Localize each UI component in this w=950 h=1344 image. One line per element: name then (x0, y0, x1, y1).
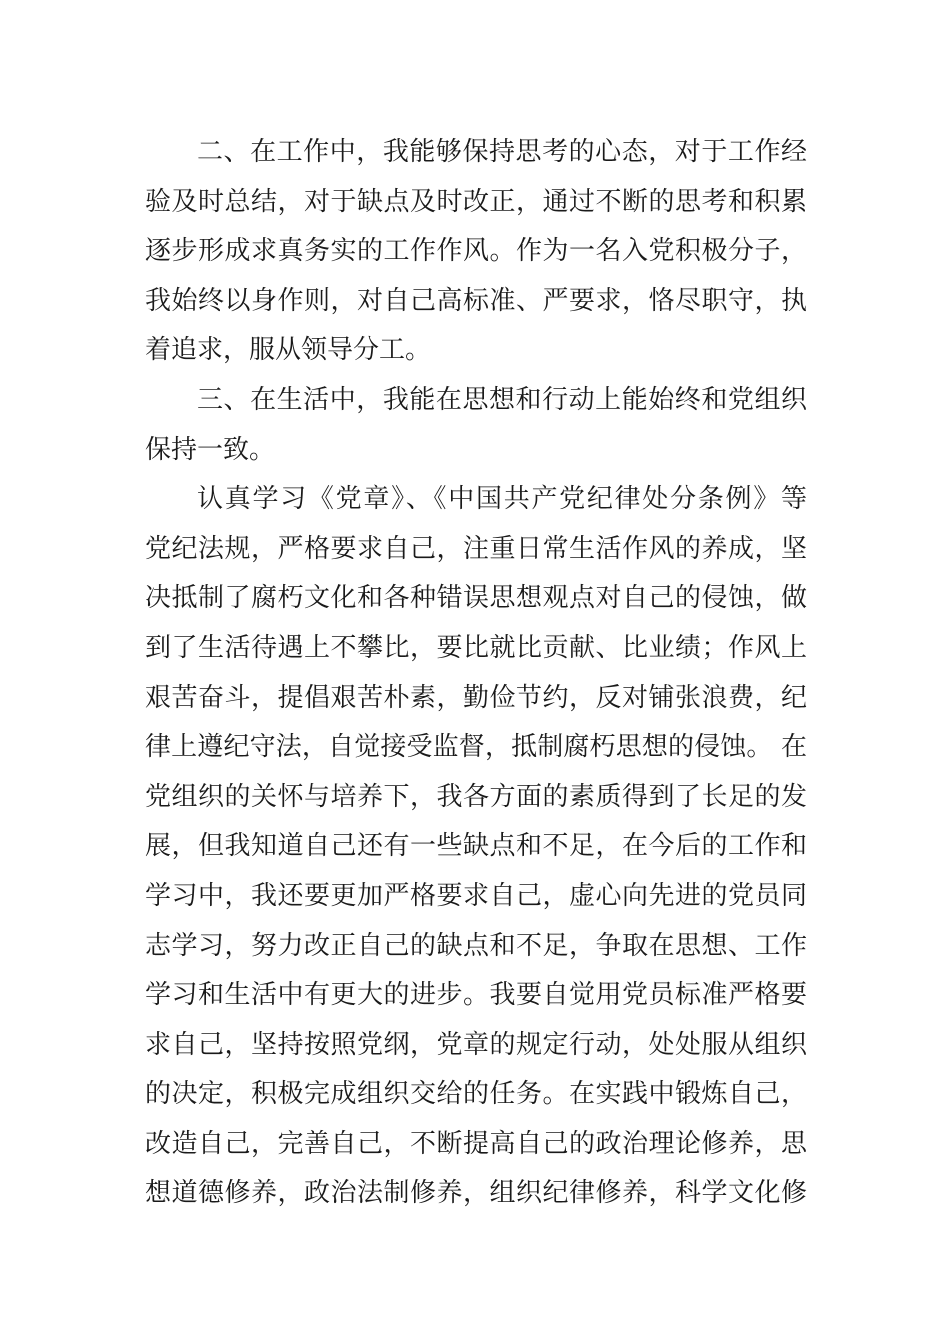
text-line: 我始终以身作则，对自己高标准、严要求，恪尽职守，执 (145, 285, 807, 316)
text-line: 展，但我知道自己还有一些缺点和不足，在今后的工作和 (145, 831, 807, 862)
text-line: 想道德修养，政治法制修养，组织纪律修养，科学文化修 (145, 1178, 807, 1209)
text-line: 二、在工作中，我能够保持思考的心态，对于工作经 (197, 137, 807, 167)
text-line: 决抵制了腐朽文化和各种错误思想观点对自己的侵蚀，做 (145, 583, 807, 614)
text-line: 学习中，我还要更加严格要求自己，虚心向先进的党员同 (145, 880, 807, 911)
text-line: 验及时总结，对于缺点及时改正，通过不断的思考和积累 (145, 186, 807, 217)
text-line: 的决定，积极完成组织交给的任务。在实践中锻炼自己， (145, 1079, 807, 1110)
text-line: 党纪法规，严格要求自己，注重日常生活作风的养成，坚 (145, 533, 807, 564)
document-body (145, 128, 807, 1219)
text-line: 到了生活待遇上不攀比，要比就比贡献、比业绩；作风上 (145, 632, 807, 663)
text-line: 保持一致。 (145, 434, 276, 465)
text-line: 律上遵纪守法，自觉接受监督，抵制腐朽思想的侵蚀。 在 (145, 732, 807, 763)
text-line: 逐步形成求真务实的工作作风。作为一名入党积极分子， (145, 236, 807, 267)
text-line: 求自己，坚持按照党纲，党章的规定行动，处处服从组织 (145, 1029, 807, 1060)
text-line: 三、在生活中，我能在思想和行动上能始终和党组织 (197, 384, 807, 415)
text-line: 艰苦奋斗，提倡艰苦朴素，勤俭节约，反对铺张浪费，纪 (145, 682, 807, 713)
text-line: 党组织的关怀与培养下，我各方面的素质得到了长足的发 (145, 781, 807, 812)
text-line: 认真学习《党章》、《中国共产党纪律处分条例》等 (197, 484, 807, 515)
text-line: 学习和生活中有更大的进步。我要自觉用党员标准严格要 (145, 980, 807, 1011)
text-line: 改造自己，完善自己，不断提高自己的政治理论修养，思 (145, 1128, 807, 1159)
text-line: 着追求，服从领导分工。 (145, 335, 432, 366)
text-line: 志学习，努力改正自己的缺点和不足，争取在思想、工作 (145, 930, 807, 961)
